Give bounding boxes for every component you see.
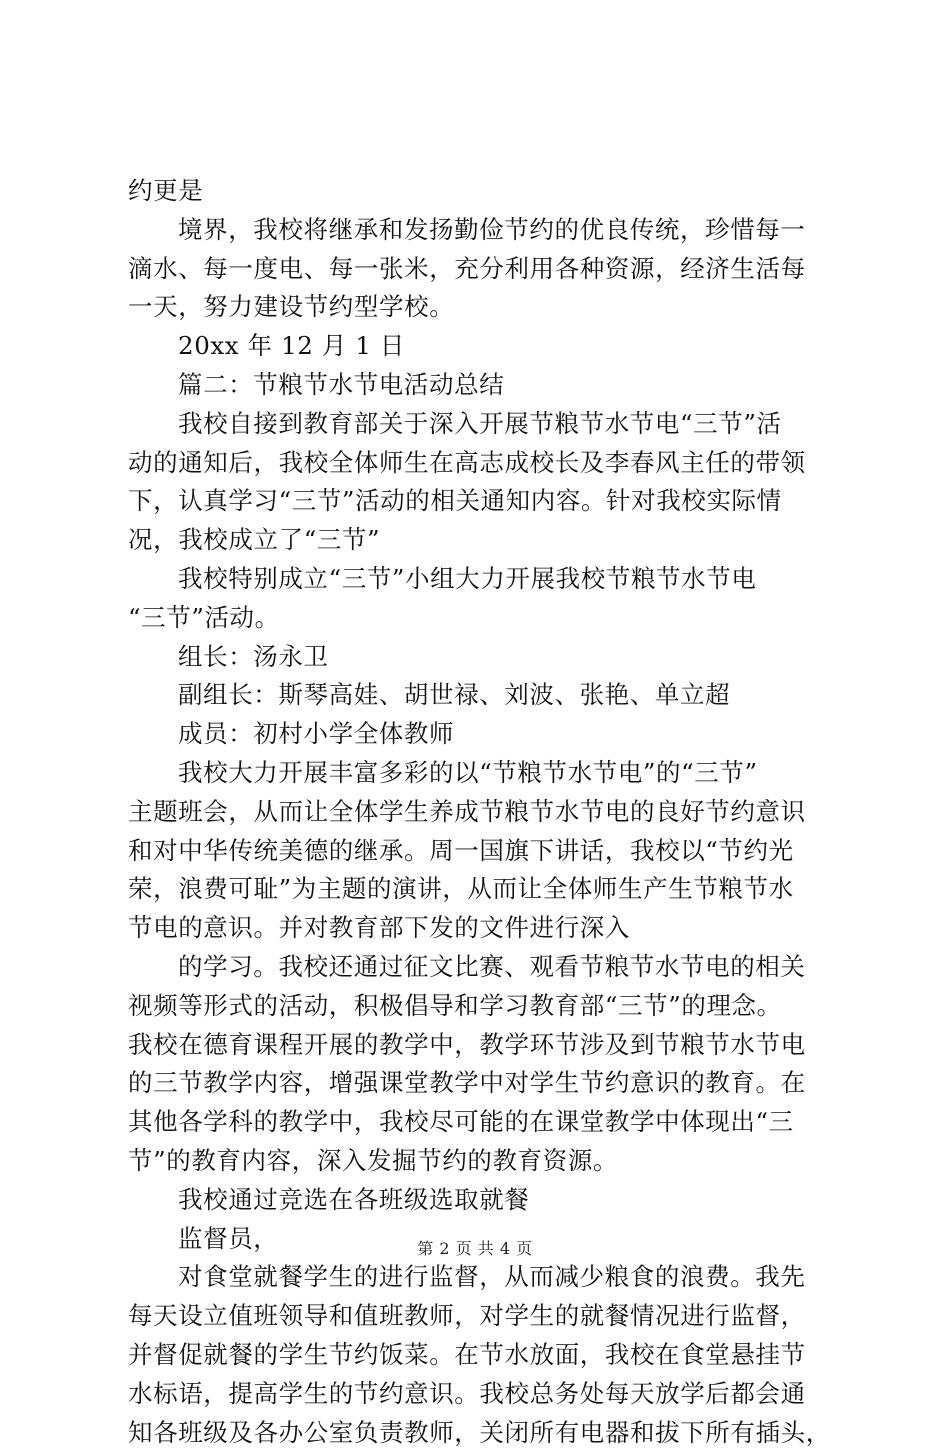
text-line: 的三节教学内容，增强课堂教学中对学生节约意识的教育。在 [128, 1064, 838, 1103]
page-footer: 第 2 页 共 4 页 [0, 1236, 950, 1259]
text-line: “三节”活动。 [128, 599, 838, 638]
text-line: 篇二：节粮节水节电活动总结 [128, 366, 838, 405]
text-line: 和对中华传统美德的继承。周一国旗下讲话，我校以“节约光 [128, 832, 838, 871]
text-line: 节电的意识。并对教育部下发的文件进行深入 [128, 909, 838, 948]
text-line: 动的通知后，我校全体师生在高志成校长及李春风主任的带领 [128, 444, 838, 483]
text-line: 我校通过竞选在各班级选取就餐 [128, 1181, 838, 1220]
text-line: 主题班会，从而让全体学生养成节粮节水节电的良好节约意识 [128, 793, 838, 832]
text-line: 荣，浪费可耻”为主题的演讲，从而让全体师生产生节粮节水 [128, 870, 838, 909]
text-line: 我校自接到教育部关于深入开展节粮节水节电“三节”活 [128, 405, 838, 444]
text-line: 下，认真学习“三节”活动的相关通知内容。针对我校实际情 [128, 482, 838, 521]
text-line: 20xx 年 12 月 1 日 [128, 327, 838, 366]
text-line: 约更是 [128, 172, 838, 211]
text-line: 我校大力开展丰富多彩的以“节粮节水节电”的“三节” [128, 754, 838, 793]
text-line: 的学习。我校还通过征文比赛、观看节粮节水节电的相关 [128, 948, 838, 987]
text-line: 境界，我校将继承和发扬勤俭节约的优良传统，珍惜每一 [128, 211, 838, 250]
text-line: 知各班级及各办公室负责教师，关闭所有电器和拔下所有插头， [128, 1414, 838, 1452]
text-line: 每天设立值班领导和值班教师，对学生的就餐情况进行监督， [128, 1297, 838, 1336]
text-line: 一天，努力建设节约型学校。 [128, 288, 838, 327]
text-line: 水标语，提高学生的节约意识。我校总务处每天放学后都会通 [128, 1375, 838, 1414]
text-line: 我校特别成立“三节”小组大力开展我校节粮节水节电 [128, 560, 838, 599]
text-line: 组长：汤永卫 [128, 638, 838, 677]
text-line: 其他各学科的教学中，我校尽可能的在课堂教学中体现出“三 [128, 1103, 838, 1142]
text-line: 监督员， [128, 1220, 838, 1259]
text-line: 况，我校成立了“三节” [128, 521, 838, 560]
text-line: 成员：初村小学全体教师 [128, 715, 838, 754]
text-line: 滴水、每一度电、每一张米，充分利用各种资源，经济生活每 [128, 250, 838, 289]
text-line: 并督促就餐的学生节约饭菜。在节水放面，我校在食堂悬挂节 [128, 1336, 838, 1375]
document-body [128, 172, 838, 1452]
text-line: 我校在德育课程开展的教学中，教学环节涉及到节粮节水节电 [128, 1026, 838, 1065]
text-line: 节”的教育内容，深入发掘节约的教育资源。 [128, 1142, 838, 1181]
text-line: 对食堂就餐学生的进行监督，从而减少粮食的浪费。我先 [128, 1258, 838, 1297]
text-line: 视频等形式的活动，积极倡导和学习教育部“三节”的理念。 [128, 987, 838, 1026]
text-line: 副组长：斯琴高娃、胡世禄、刘波、张艳、单立超 [128, 676, 838, 715]
